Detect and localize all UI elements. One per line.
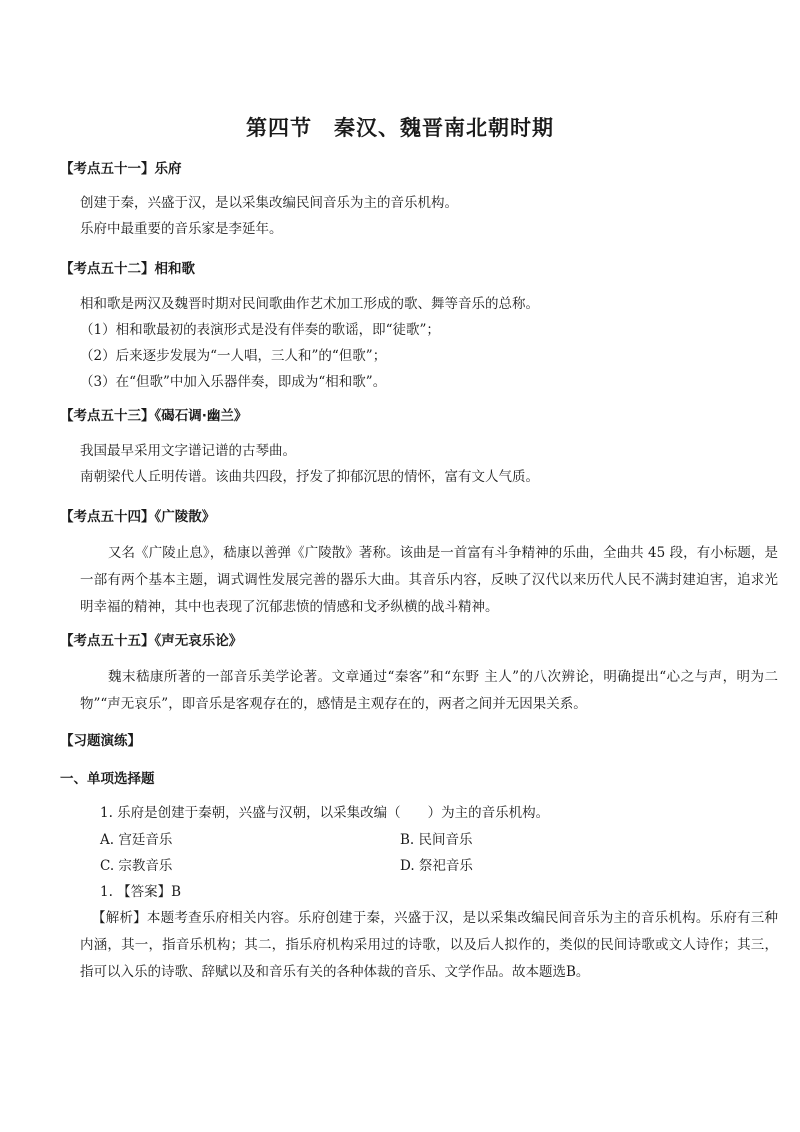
practice-heading: 【习题演练】 [60, 733, 141, 749]
section-55-para-1: 魏末嵇康所著的一部音乐美学论著。文章通过“秦客”和“东野 主人”的八次辨论，明确提出“心之与声，明为二物”“声无哀乐”，即音乐是客观存在的，感情是主观存在的，两者之间并无因果关系。 [80, 669, 778, 712]
section-52-para-1: 相和歌是两汉及魏晋时期对民间歌曲作艺术加工形成的歌、舞等音乐的总称。 [80, 296, 539, 312]
section-heading-53: 【考点五十三】《碣石调·幽兰》 [60, 408, 248, 424]
analysis-paragraph: 【解析】本题考查乐府相关内容。乐府创建于秦，兴盛于汉，是以采集改编民间音乐为主的音乐机构。乐府有三种内涵，其一，指音乐机构；其二，指乐府机构采用过的诗歌，以及后人拟作的，类似的民间诗歌或文人诗作；其三，指可以入乐的诗歌、辞赋以及和音乐有关的各种体裁的音乐、文学作品。故本题选B。 [80, 910, 778, 980]
page-title: 第四节 秦汉、魏晋南北朝时期 [246, 116, 554, 140]
section-52-para-2: （1）相和歌最初的表演形式是没有伴奏的歌谣，即“徒歌”； [80, 322, 440, 338]
section-heading-55: 【考点五十五】《声无哀乐论》 [60, 633, 243, 649]
section-51-para-2: 乐府中最重要的音乐家是李延年。 [80, 221, 283, 237]
section-53-para-1: 我国最早采用文字谱记谱的古琴曲。 [80, 443, 296, 459]
section-53-para-2: 南朝梁代人丘明传谱。该曲共四段，抒发了抑郁沉思的情怀，富有文人气质。 [80, 469, 539, 485]
option-c: C. 宗教音乐 [100, 858, 173, 874]
section-52-para-4: （3）在“但歌”中加入乐器伴奏，即成为“相和歌”。 [80, 374, 387, 390]
section-heading-51: 【考点五十一】乐府 [60, 161, 182, 177]
section-heading-52: 【考点五十二】相和歌 [60, 261, 195, 277]
option-a: A. 宫廷音乐 [100, 832, 173, 848]
section-54-para-1: 又名《广陵止息》，嵇康以善弹《广陵散》著称。该曲是一首富有斗争精神的乐曲，全曲共 45 段，有小标题，是一部有两个基本主题，调式调性发展完善的器乐大曲。其音乐内容，反映了汉代以来历代人民不满封建迫害，追求光明幸福的精神，其中也表现了沉郁悲愤的情感和戈矛纵横的战斗精神。 [80, 545, 778, 615]
option-d: D. 祭祀音乐 [400, 858, 473, 874]
option-b: B. 民间音乐 [400, 832, 473, 848]
section-51-para-1: 创建于秦，兴盛于汉，是以采集改编民间音乐为主的音乐机构。 [80, 195, 458, 211]
section-heading-54: 【考点五十四】《广陵散》 [60, 509, 216, 525]
section-52-para-3: （2）后来逐步发展为“一人唱，三人和”的“但歌”； [80, 348, 387, 364]
answer-line: 1. 【答案】B [100, 884, 182, 900]
practice-subheading: 一、单项选择题 [60, 771, 155, 787]
question-1: 1. 乐府是创建于秦朝，兴盛与汉朝，以采集改编（ ）为主的音乐机构。 [100, 805, 550, 821]
